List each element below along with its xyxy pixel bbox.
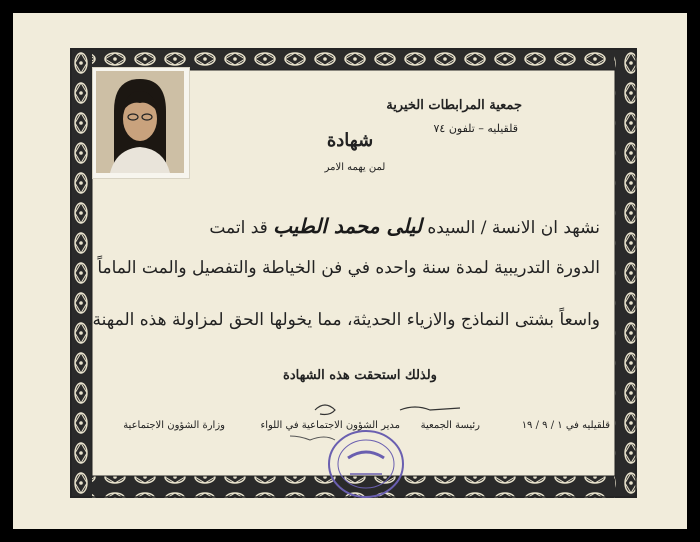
certificate-line-3: واسعاً بشتى النماذج والازياء الحديثة، مما يخولها الحق لمزاولة هذه المهنة. xyxy=(87,310,600,330)
line1-prefix: نشهد ان الانسة / السيده xyxy=(427,218,600,238)
deserving-statement: ولذلك استحقت هذه الشهادة xyxy=(283,368,437,383)
ministry-label: وزارة الشؤون الاجتماعية xyxy=(123,420,225,431)
place-date: قلقيليه في ١ / ٩ / ١٩ xyxy=(521,420,610,431)
portrait-photo xyxy=(92,67,190,179)
president-label: رئيسة الجمعية xyxy=(420,420,480,431)
city-phone: قلقيليه – تلفون ٧٤ xyxy=(433,122,518,135)
certificate-line-2: الدورة التدريبية لمدة سنة واحده في فن الخياطة والتفصيل والمت الماماً xyxy=(97,258,600,278)
certificate-title: شهادة xyxy=(326,130,374,151)
official-stamp xyxy=(326,428,406,500)
line1-suffix: قد اتمت xyxy=(209,218,268,238)
certificate-line-1 xyxy=(209,214,600,238)
organization-name: جمعية المرابطات الخيرية xyxy=(386,98,522,113)
district-director-label: مدير الشؤون الاجتماعية في اللواء xyxy=(260,420,400,431)
to-whom-it-may-concern: لمن يهمه الامر xyxy=(324,162,386,173)
recipient-name: ليلى محمد الطيب xyxy=(273,214,422,238)
